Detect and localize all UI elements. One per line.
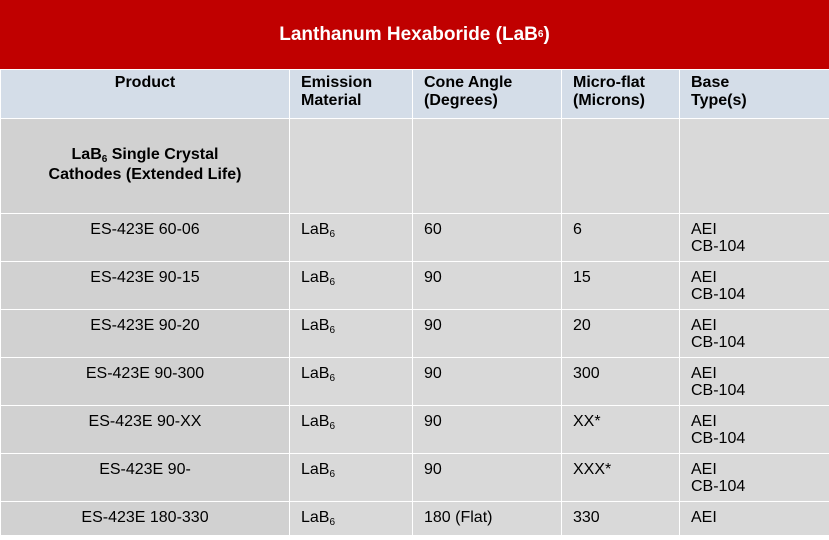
base-types-cell: AEI CB-104 <box>680 262 829 310</box>
micro-flat-cell: 6 <box>562 214 680 262</box>
emission-material-cell: LaB$_6$ <box>290 262 413 310</box>
cone-angle-cell: 60 <box>413 214 562 262</box>
cone-angle-cell: 90 <box>413 358 562 406</box>
micro-flat-cell: XXX* <box>562 454 680 502</box>
header-base-types: Base Type(s) <box>680 70 829 119</box>
table-row <box>1 310 829 358</box>
emission-material-cell: LaB$_6$ <box>290 358 413 406</box>
cone-angle-cell: 90 <box>413 454 562 502</box>
micro-flat-cell: 20 <box>562 310 680 358</box>
cone-angle-cell: 180 (Flat) <box>413 502 562 536</box>
table-row <box>1 358 829 406</box>
micro-flat-cell: XX* <box>562 406 680 454</box>
product-cell: ES-423E 90-15 <box>1 262 290 310</box>
product-cell: ES-423E 180-330 <box>1 502 290 536</box>
micro-flat-cell: 330 <box>562 502 680 536</box>
product-cell: ES-423E 90- <box>1 454 290 502</box>
emission-material-cell: LaB$_6$ <box>290 502 413 536</box>
group-label: LaB$_6$ Single Crystal Cathodes (Extended Life) <box>1 119 290 214</box>
table-row <box>1 214 829 262</box>
product-cell: ES-423E 90-20 <box>1 310 290 358</box>
header-micro-flat: Micro-flat (Microns) <box>562 70 680 119</box>
title-close: ) <box>543 23 550 45</box>
header-product: Product <box>1 70 290 119</box>
base-types-cell: AEI CB-104 <box>680 358 829 406</box>
product-cell: ES-423E 60-06 <box>1 214 290 262</box>
base-types-cell: AEI <box>680 502 829 536</box>
cone-angle-cell: 90 <box>413 406 562 454</box>
base-types-cell: AEI CB-104 <box>680 310 829 358</box>
table-row <box>1 262 829 310</box>
group-empty-cell <box>413 119 562 214</box>
product-table <box>0 69 829 536</box>
micro-flat-cell: 300 <box>562 358 680 406</box>
emission-material-cell: LaB$_6$ <box>290 310 413 358</box>
micro-flat-cell: 15 <box>562 262 680 310</box>
emission-material-cell: LaB$_6$ <box>290 214 413 262</box>
cone-angle-cell: 90 <box>413 262 562 310</box>
header-cone-angle: Cone Angle (Degrees) <box>413 70 562 119</box>
group-empty-cell <box>290 119 413 214</box>
table-title: Lanthanum Hexaboride (LaB 6 ) <box>0 0 829 69</box>
product-cell: ES-423E 90-XX <box>1 406 290 454</box>
emission-material-cell: LaB$_6$ <box>290 454 413 502</box>
cone-angle-cell: 90 <box>413 310 562 358</box>
header-emission-material: Emission Material <box>290 70 413 119</box>
group-row <box>1 119 829 214</box>
product-cell: ES-423E 90-300 <box>1 358 290 406</box>
group-empty-cell <box>680 119 829 214</box>
header-row <box>1 70 829 119</box>
table-row <box>1 406 829 454</box>
base-types-cell: AEI CB-104 <box>680 214 829 262</box>
title-text: Lanthanum Hexaboride (LaB <box>279 23 538 45</box>
group-empty-cell <box>562 119 680 214</box>
base-types-cell: AEI CB-104 <box>680 454 829 502</box>
base-types-cell: AEI CB-104 <box>680 406 829 454</box>
table-row <box>1 502 829 536</box>
table-row <box>1 454 829 502</box>
emission-material-cell: LaB$_6$ <box>290 406 413 454</box>
